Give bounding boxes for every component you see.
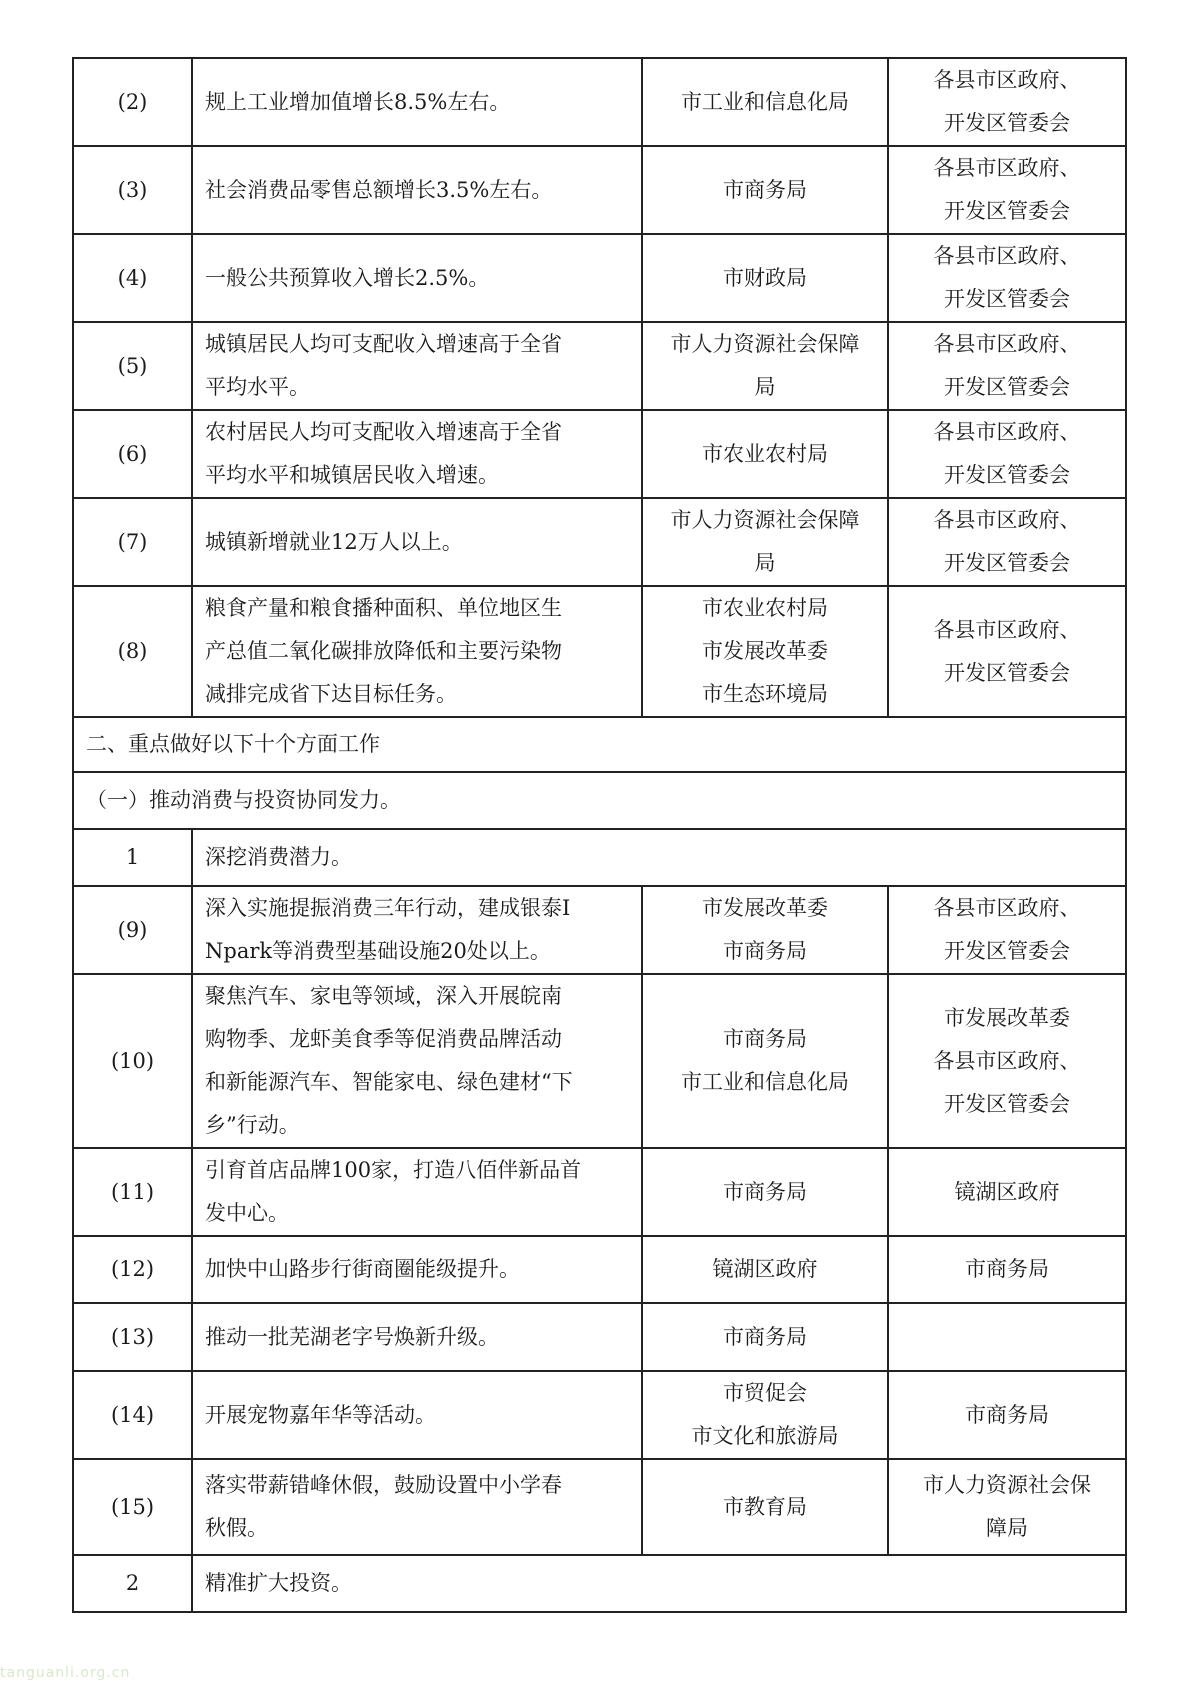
table-row	[73, 772, 1126, 829]
coop-line: 市人力资源社会保	[923, 1473, 1091, 1497]
lead-line: 市商务局	[723, 939, 807, 963]
cooperating-unit	[888, 1303, 1126, 1371]
row-number: (15)	[73, 1459, 192, 1555]
task-line: 农村居民人均可支配收入增速高于全省	[205, 420, 562, 444]
cooperating-unit	[888, 886, 1126, 974]
cooperating-unit	[888, 234, 1126, 322]
lead-line: 市工业和信息化局	[681, 1070, 849, 1094]
coop-line: 各县市区政府、	[933, 508, 1081, 532]
task-line: 一般公共预算收入增长2.5%。	[205, 265, 490, 290]
coop-line: 障局	[986, 1516, 1028, 1540]
task-description	[192, 322, 642, 410]
coop-line: 市商务局	[965, 1257, 1049, 1281]
subsection-heading: 精准扩大投资。	[192, 1555, 1126, 1612]
task-line: 社会消费品零售总额增长3.5%左右。	[205, 177, 553, 202]
coop-line: 各县市区政府、	[933, 1048, 1081, 1073]
lead-line: 市人力资源社会保障	[670, 508, 860, 532]
row-number: (13)	[73, 1303, 192, 1371]
lead-line: 市发展改革委	[702, 896, 828, 920]
lead-unit	[642, 498, 888, 586]
task-line: 乡”行动。	[205, 1113, 300, 1137]
coop-line: 各县市区政府、	[933, 332, 1081, 356]
section-heading: 二、重点做好以下十个方面工作	[73, 717, 1126, 772]
task-description	[192, 974, 642, 1148]
lead-unit	[642, 974, 888, 1148]
lead-line: 市商务局	[723, 1179, 807, 1204]
task-line: 减排完成省下达目标任务。	[205, 682, 457, 706]
lead-line: 市贸促会	[723, 1381, 807, 1405]
lead-line: 市人力资源社会保障	[670, 332, 860, 356]
subsection-heading: 深挖消费潜力。	[192, 829, 1126, 886]
row-number: 2	[73, 1555, 192, 1612]
coop-line: 各县市区政府、	[933, 244, 1081, 268]
cooperating-unit	[888, 586, 1126, 717]
lead-unit	[642, 1371, 888, 1459]
lead-unit	[642, 1148, 888, 1236]
task-line: 开展宠物嘉年华等活动。	[205, 1402, 436, 1427]
lead-line: 镜湖区政府	[712, 1257, 818, 1281]
lead-line: 市工业和信息化局	[681, 89, 849, 114]
table-row	[73, 886, 1126, 974]
task-line: Npark等消费型基础设施20处以上。	[205, 939, 551, 963]
row-number: (7)	[73, 498, 192, 586]
table-row	[73, 1459, 1126, 1555]
task-line: 聚焦汽车、家电等领域，深入开展皖南	[205, 984, 562, 1008]
coop-line: 开发区管委会	[944, 939, 1070, 963]
table-row	[73, 58, 1126, 146]
cooperating-unit	[888, 58, 1126, 146]
coop-line: 各县市区政府、	[933, 156, 1081, 180]
task-description	[192, 1303, 642, 1371]
table-row	[73, 234, 1126, 322]
task-line: 产总值二氧化碳排放降低和主要污染物	[205, 639, 562, 663]
coop-line: 开发区管委会	[944, 463, 1070, 487]
table-row	[73, 322, 1126, 410]
table-row	[73, 586, 1126, 717]
table-row	[73, 498, 1126, 586]
lead-line: 市农业农村局	[702, 441, 828, 466]
task-line: 秋假。	[205, 1516, 268, 1540]
row-number: (6)	[73, 410, 192, 498]
task-description	[192, 58, 642, 146]
cooperating-unit	[888, 1148, 1126, 1236]
lead-unit	[642, 146, 888, 234]
row-number: (4)	[73, 234, 192, 322]
lead-line: 市商务局	[723, 1324, 807, 1349]
row-number: (8)	[73, 586, 192, 717]
lead-line: 市财政局	[723, 265, 807, 290]
lead-line: 市农业农村局	[702, 596, 828, 620]
cooperating-unit	[888, 146, 1126, 234]
coop-line: 市发展改革委	[944, 1005, 1070, 1030]
task-line: 粮食产量和粮食播种面积、单位地区生	[205, 596, 562, 620]
lead-unit	[642, 410, 888, 498]
coop-line: 各县市区政府、	[933, 420, 1081, 444]
coop-line: 各县市区政府、	[933, 68, 1081, 92]
task-description	[192, 146, 642, 234]
table-row	[73, 974, 1126, 1148]
cooperating-unit	[888, 410, 1126, 498]
watermark: tanguanli.org.cn	[0, 1665, 131, 1681]
table-row	[73, 410, 1126, 498]
cooperating-unit	[888, 1459, 1126, 1555]
row-number: (2)	[73, 58, 192, 146]
coop-line: 各县市区政府、	[933, 617, 1081, 642]
coop-line: 开发区管委会	[944, 375, 1070, 399]
cooperating-unit	[888, 1236, 1126, 1303]
table-row	[73, 717, 1126, 772]
lead-line: 市发展改革委	[702, 639, 828, 663]
lead-line: 市文化和旅游局	[691, 1424, 839, 1448]
coop-line: 各县市区政府、	[933, 896, 1081, 920]
lead-line: 局	[754, 375, 776, 399]
lead-line: 市生态环境局	[702, 682, 828, 706]
lead-unit	[642, 1303, 888, 1371]
lead-line: 市商务局	[723, 177, 807, 202]
lead-line: 局	[754, 551, 776, 575]
task-description	[192, 1459, 642, 1555]
cooperating-unit	[888, 498, 1126, 586]
coop-line: 市商务局	[965, 1402, 1049, 1427]
task-line: 平均水平和城镇居民收入增速。	[205, 463, 499, 487]
task-description	[192, 1371, 642, 1459]
task-description	[192, 586, 642, 717]
cooperating-unit	[888, 1371, 1126, 1459]
task-line: 购物季、龙虾美食季等促消费品牌活动	[205, 1027, 562, 1051]
task-line: 深入实施提振消费三年行动，建成银泰I	[205, 896, 571, 920]
row-number: (12)	[73, 1236, 192, 1303]
row-number: 1	[73, 829, 192, 886]
coop-line: 开发区管委会	[944, 287, 1070, 311]
lead-line: 市商务局	[723, 1027, 807, 1051]
coop-line: 开发区管委会	[944, 551, 1070, 575]
table-row	[73, 1148, 1126, 1236]
lead-unit	[642, 1459, 888, 1555]
task-table	[72, 57, 1127, 1613]
row-number: (14)	[73, 1371, 192, 1459]
task-description	[192, 410, 642, 498]
row-number: (3)	[73, 146, 192, 234]
table-row	[73, 146, 1126, 234]
task-line: 引育首店品牌100家，打造八佰伴新品首	[205, 1158, 582, 1182]
cooperating-unit	[888, 974, 1126, 1148]
coop-line: 开发区管委会	[944, 660, 1070, 685]
coop-line: 开发区管委会	[944, 199, 1070, 223]
task-line: 规上工业增加值增长8.5%左右。	[205, 89, 511, 114]
table-row	[73, 1303, 1126, 1371]
coop-line: 镜湖区政府	[954, 1179, 1060, 1204]
table-row	[73, 829, 1126, 886]
row-number: (5)	[73, 322, 192, 410]
task-line: 落实带薪错峰休假，鼓励设置中小学春	[205, 1473, 562, 1497]
lead-unit	[642, 234, 888, 322]
task-line: 城镇新增就业12万人以上。	[205, 529, 463, 554]
lead-unit	[642, 586, 888, 717]
task-description	[192, 1148, 642, 1236]
table-row	[73, 1371, 1126, 1459]
row-number: (11)	[73, 1148, 192, 1236]
lead-line: 市教育局	[723, 1494, 807, 1519]
task-line: 城镇居民人均可支配收入增速高于全省	[205, 332, 562, 356]
row-number: (10)	[73, 974, 192, 1148]
lead-unit	[642, 58, 888, 146]
coop-line: 开发区管委会	[944, 1091, 1070, 1116]
task-line: 加快中山路步行街商圈能级提升。	[205, 1257, 520, 1281]
task-description	[192, 886, 642, 974]
lead-unit	[642, 322, 888, 410]
task-description	[192, 498, 642, 586]
cooperating-unit	[888, 322, 1126, 410]
section-heading: （一）推动消费与投资协同发力。	[73, 772, 1126, 829]
row-number: (9)	[73, 886, 192, 974]
task-line: 和新能源汽车、智能家电、绿色建材“下	[205, 1070, 573, 1094]
lead-unit	[642, 1236, 888, 1303]
task-line: 发中心。	[205, 1201, 289, 1225]
table-row	[73, 1555, 1126, 1612]
lead-unit	[642, 886, 888, 974]
task-line: 推动一批芜湖老字号焕新升级。	[205, 1324, 499, 1349]
coop-line: 开发区管委会	[944, 111, 1070, 135]
task-description	[192, 1236, 642, 1303]
table-row	[73, 1236, 1126, 1303]
task-line: 平均水平。	[205, 375, 310, 399]
task-description	[192, 234, 642, 322]
